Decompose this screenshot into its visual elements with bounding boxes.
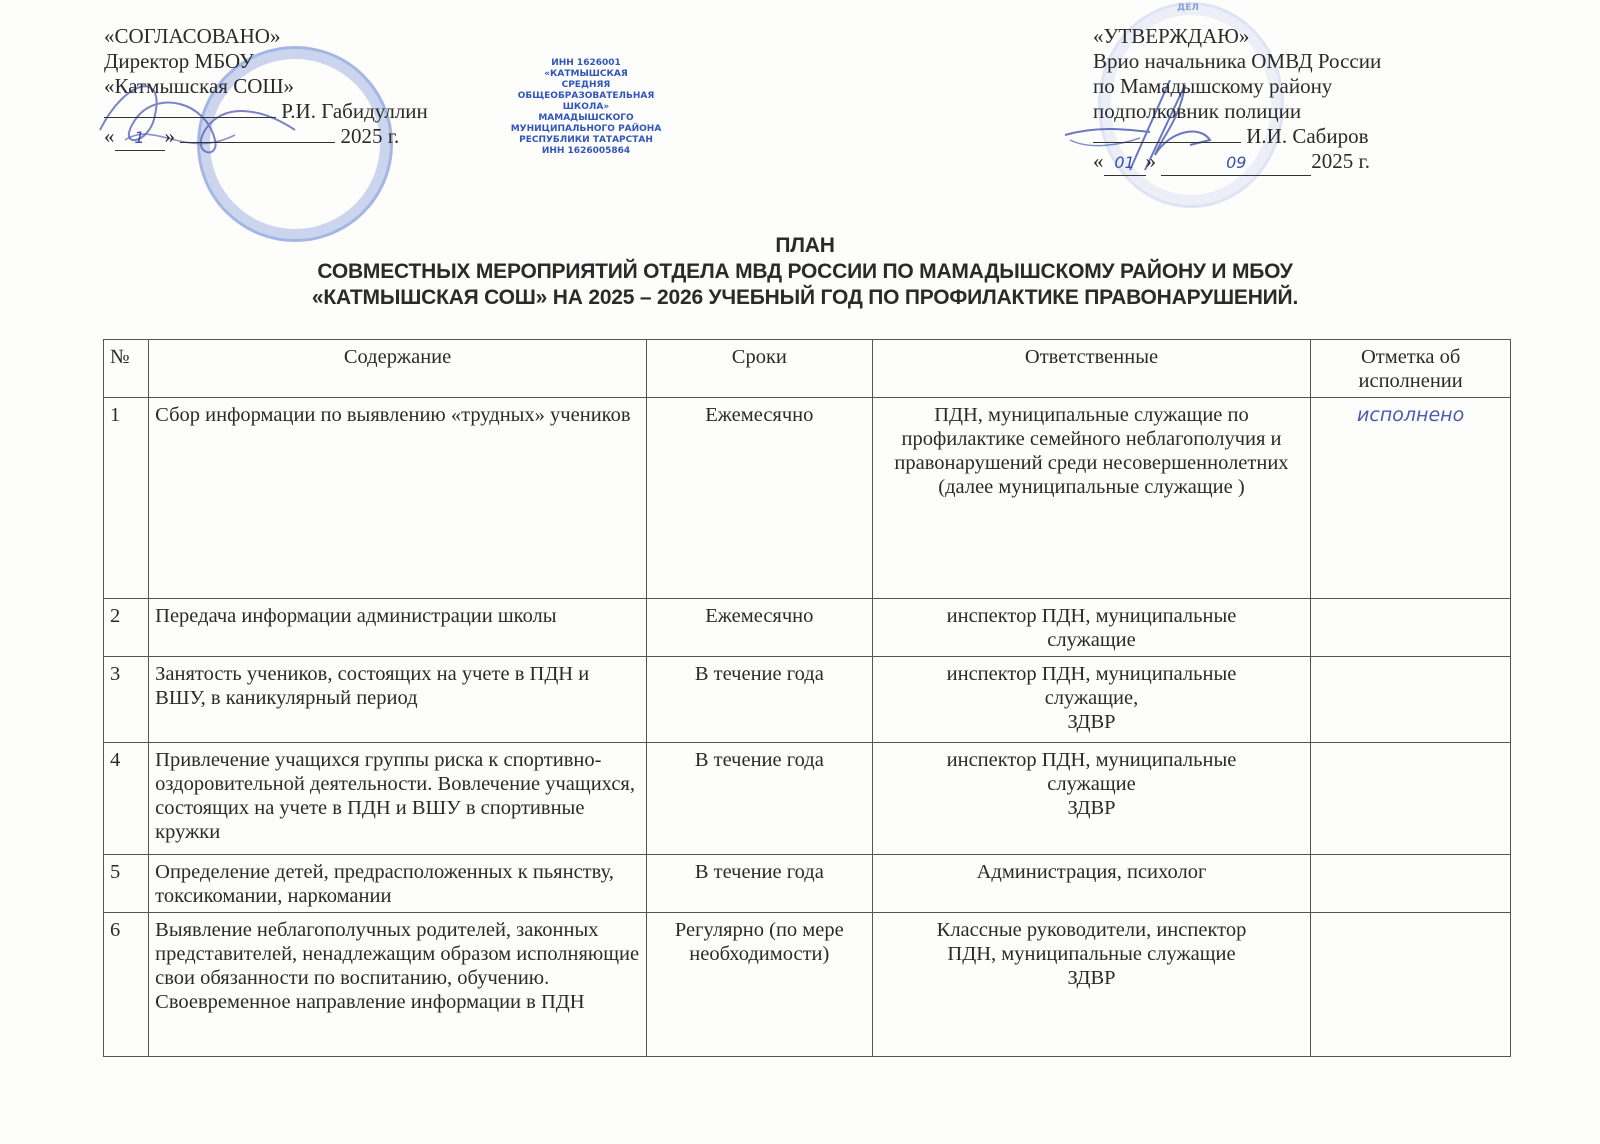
table-row	[104, 743, 1511, 855]
row-responsible: инспектор ПДН, муниципальные служащие	[872, 599, 1311, 657]
row-mark	[1311, 913, 1511, 1057]
date-quote-open: «	[1093, 149, 1104, 173]
stamp-text: СРЕДНЯЯ	[561, 80, 611, 90]
stamp-text: ИНН 1626005864	[541, 146, 631, 156]
police-stamp-text	[1168, 3, 1208, 14]
row-mark	[1311, 599, 1511, 657]
table-row	[104, 913, 1511, 1057]
signature-blank	[1093, 142, 1241, 143]
title-line-subject: СОВМЕСТНЫХ МЕРОПРИЯТИЙ ОТДЕЛА МВД РОССИИ ПО МАМАДЫШСКОМУ РАЙОНУ И МБОУ	[317, 260, 1293, 283]
date-month: 09	[1161, 150, 1311, 176]
document-title	[100, 233, 1510, 311]
stamp-text: МАМАДЫШСКОГО	[538, 113, 634, 123]
row-responsible: Классные руководители, инспектор ПДН, муниципальные служащие ЗДВР	[872, 913, 1311, 1057]
approval-heading: «СОГЛАСОВАНО»	[104, 24, 281, 48]
header-content: Содержание	[149, 340, 647, 398]
approval-rank: подполковник полиции	[1093, 99, 1302, 123]
table-header-row	[104, 340, 1511, 398]
approval-district: по Мамадышскому району	[1093, 74, 1333, 98]
title-line-plan: ПЛАН	[775, 234, 835, 257]
stamp-text: ИНН 1626001	[551, 58, 621, 68]
row-num: 3	[104, 657, 149, 743]
row-responsible: инспектор ПДН, муниципальные служащие, ЗДВР	[872, 657, 1311, 743]
stamp-text: «КАТМЫШСКАЯ	[544, 69, 628, 79]
row-mark	[1311, 855, 1511, 913]
signature-line	[1093, 124, 1493, 149]
signatory-name: И.И. Сабиров	[1246, 124, 1369, 148]
signature-blank	[104, 117, 276, 118]
table-row	[104, 855, 1511, 913]
date-quote-open: «	[104, 124, 115, 148]
approval-date	[104, 124, 504, 151]
header-responsible: Ответственные	[872, 340, 1311, 398]
date-year: 2025 г.	[1311, 149, 1370, 173]
row-term: В течение года	[646, 743, 872, 855]
header-num: №	[104, 340, 149, 398]
row-num: 2	[104, 599, 149, 657]
stamp-text: МУНИЦИПАЛЬНОГО РАЙОНА	[510, 124, 662, 134]
row-content: Занятость учеников, состоящих на учете в ПДН и ВШУ, в каникулярный период	[149, 657, 647, 743]
approval-block-agreed	[104, 24, 504, 151]
table-row	[104, 657, 1511, 743]
approval-date	[1093, 149, 1493, 176]
row-term: Регулярно (по мере необходимости)	[646, 913, 872, 1057]
row-term: Ежемесячно	[646, 599, 872, 657]
row-num: 4	[104, 743, 149, 855]
row-responsible: ПДН, муниципальные служащие по профилактике семейного неблагополучия и правонарушений среди несовершеннолетних (далее муниципальные служащие )	[872, 398, 1311, 599]
row-mark-done: исполнено	[1311, 398, 1511, 599]
approval-position: Директор МБОУ	[104, 49, 254, 73]
table-row	[104, 398, 1511, 599]
row-term: В течение года	[646, 855, 872, 913]
row-responsible: Администрация, психолог	[872, 855, 1311, 913]
approval-position: Врио начальника ОМВД России	[1093, 49, 1382, 73]
row-content: Определение детей, предрасположенных к пьянству, токсикомании, наркомании	[149, 855, 647, 913]
stamp-text: РЕСПУБЛИКИ ТАТАРСТАН	[519, 135, 653, 145]
row-mark	[1311, 657, 1511, 743]
approval-organization: «Катмышская СОШ»	[104, 74, 295, 98]
row-num: 5	[104, 855, 149, 913]
school-stamp-text	[486, 58, 686, 157]
header-term: Сроки	[646, 340, 872, 398]
table-row	[104, 599, 1511, 657]
signatory-name: Р.И. Габидуллин	[281, 99, 428, 123]
stamp-text: ОБЩЕОБРАЗОВАТЕЛЬНАЯ	[517, 91, 655, 101]
signature-line	[104, 99, 504, 124]
title-line-period: «КАТМЫШСКАЯ СОШ» НА 2025 – 2026 УЧЕБНЫЙ ГОД ПО ПРОФИЛАКТИКЕ ПРАВОНАРУШЕНИЙ.	[311, 286, 1299, 309]
date-day: 01	[1104, 150, 1146, 176]
approval-block-approved	[1093, 24, 1493, 176]
date-month-blank	[180, 142, 335, 143]
date-year: 2025 г.	[340, 124, 400, 148]
row-responsible: инспектор ПДН, муниципальные служащие ЗДВР	[872, 743, 1311, 855]
row-content: Передача информации администрации школы	[149, 599, 647, 657]
row-content: Сбор информации по выявлению «трудных» учеников	[149, 398, 647, 599]
date-day: 1	[115, 125, 165, 151]
date-quote-close: »	[1145, 149, 1156, 173]
row-num: 6	[104, 913, 149, 1057]
header-mark: Отметка об исполнении	[1311, 340, 1511, 398]
row-mark	[1311, 743, 1511, 855]
date-quote-close: »	[164, 124, 175, 148]
row-term: В течение года	[646, 657, 872, 743]
row-content: Выявление неблагополучных родителей, законных представителей, ненадлежащим образом исполняющие свои обязанности по воспитанию, обучению. Своевременное направление информации в ПДН	[149, 913, 647, 1057]
row-term: Ежемесячно	[646, 398, 872, 599]
stamp-text: ШКОЛА»	[562, 102, 610, 112]
row-content: Привлечение учащихся группы риска к спортивно-оздоровительной деятельности. Вовлечение учащихся, состоящих на учете в ПДН и ВШУ в спортивные кружки	[149, 743, 647, 855]
row-num: 1	[104, 398, 149, 599]
approval-heading: «УТВЕРЖДАЮ»	[1093, 24, 1250, 48]
plan-table	[103, 339, 1511, 1057]
stamp-text: ДЕЛ	[1177, 3, 1199, 13]
